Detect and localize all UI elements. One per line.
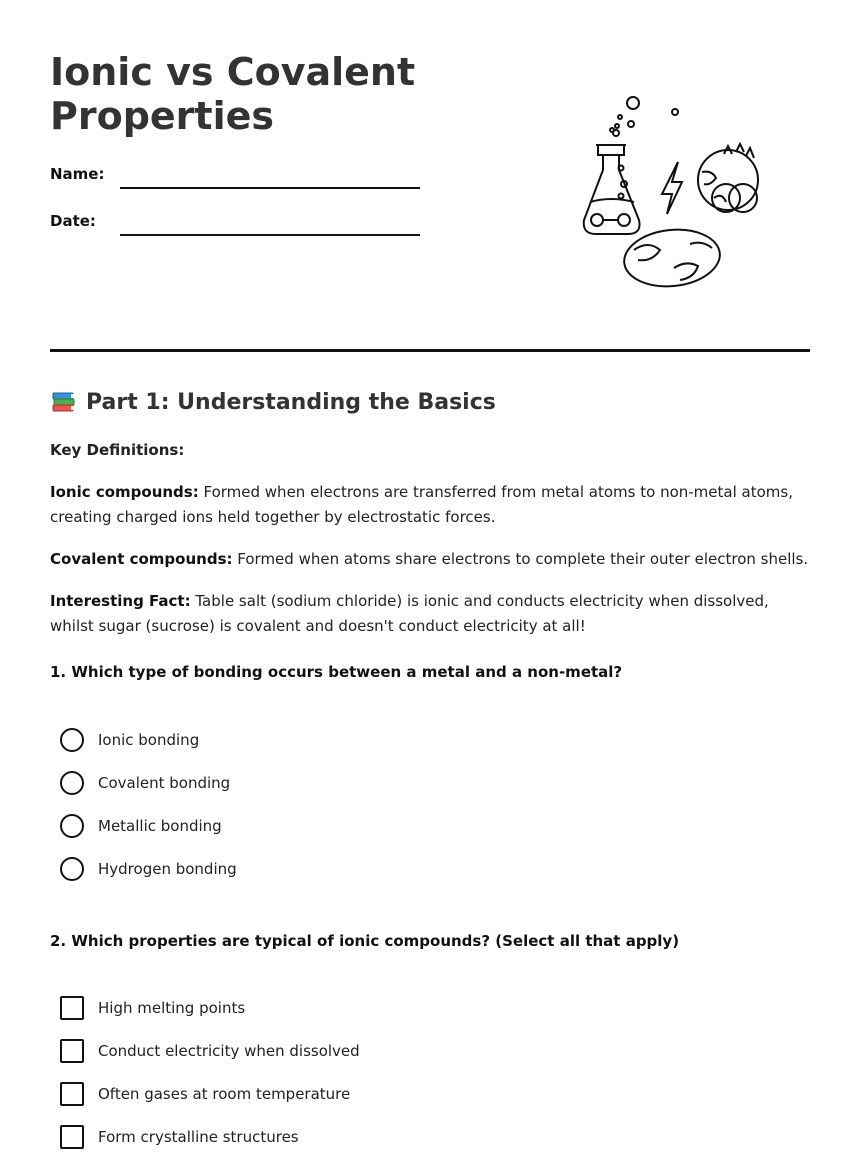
question-2: 2. Which properties are typical of ionic compounds? (Select all that apply) bbox=[50, 932, 680, 950]
option-label: Often gases at room temperature bbox=[98, 1085, 351, 1103]
interesting-fact bbox=[50, 589, 810, 639]
ionic-definition bbox=[50, 480, 810, 530]
option-label: Metallic bonding bbox=[98, 817, 222, 835]
chemistry-illustration bbox=[576, 90, 766, 290]
name-field[interactable] bbox=[120, 187, 420, 189]
worksheet-title bbox=[50, 50, 470, 138]
option-label: Covalent bonding bbox=[98, 774, 231, 792]
q1-option-hydrogen[interactable] bbox=[60, 856, 237, 882]
checkbox[interactable] bbox=[60, 1039, 84, 1063]
q2-option-crystalline[interactable] bbox=[60, 1124, 299, 1150]
radio-button[interactable] bbox=[60, 771, 84, 795]
fact-text: Table salt (sodium chloride) is ionic and conducts electricity when dissolved, whilst sugar (sucrose) is covalent and doesn't conduct electricity at all! bbox=[50, 592, 769, 635]
q2-option-melting[interactable] bbox=[60, 995, 245, 1021]
name-label: Name: bbox=[50, 165, 105, 183]
checkbox[interactable] bbox=[60, 1082, 84, 1106]
option-label: Ionic bonding bbox=[98, 731, 200, 749]
radio-button[interactable] bbox=[60, 857, 84, 881]
section-header bbox=[50, 388, 496, 416]
q1-option-metallic[interactable] bbox=[60, 813, 222, 839]
q2-option-conduct[interactable] bbox=[60, 1038, 360, 1064]
covalent-text: Formed when atoms share electrons to complete their outer electron shells. bbox=[232, 550, 809, 568]
fact-term: Interesting Fact: bbox=[50, 592, 191, 610]
question-1: 1. Which type of bonding occurs between a metal and a non-metal? bbox=[50, 663, 623, 681]
checkbox[interactable] bbox=[60, 1125, 84, 1149]
covalent-definition bbox=[50, 547, 810, 572]
option-label: Form crystalline structures bbox=[98, 1128, 299, 1146]
ionic-text: Formed when electrons are transferred from metal atoms to non-metal atoms, creating charged ions held together by electrostatic forces. bbox=[50, 483, 793, 526]
covalent-term: Covalent compounds: bbox=[50, 550, 233, 568]
radio-button[interactable] bbox=[60, 814, 84, 838]
section-divider bbox=[50, 349, 810, 352]
section-heading: Part 1: Understanding the Basics bbox=[86, 389, 496, 415]
q1-option-ionic[interactable] bbox=[60, 727, 199, 753]
title-line-1: Ionic vs Covalent bbox=[50, 50, 416, 94]
date-label: Date: bbox=[50, 212, 96, 230]
lightning-icon bbox=[662, 162, 682, 214]
flask-icon bbox=[584, 145, 640, 234]
earth-icon bbox=[621, 225, 722, 290]
globe-icon bbox=[698, 144, 758, 210]
option-label: Conduct electricity when dissolved bbox=[98, 1042, 360, 1060]
ionic-term: Ionic compounds: bbox=[50, 483, 199, 501]
q1-option-covalent[interactable] bbox=[60, 770, 230, 796]
books-icon bbox=[50, 388, 78, 416]
date-field[interactable] bbox=[120, 234, 420, 236]
option-label: Hydrogen bonding bbox=[98, 860, 237, 878]
option-label: High melting points bbox=[98, 999, 246, 1017]
q2-option-gases[interactable] bbox=[60, 1081, 350, 1107]
title-line-2: Properties bbox=[50, 94, 274, 138]
key-definitions-label: Key Definitions: bbox=[50, 441, 185, 459]
checkbox[interactable] bbox=[60, 996, 84, 1020]
radio-button[interactable] bbox=[60, 728, 84, 752]
